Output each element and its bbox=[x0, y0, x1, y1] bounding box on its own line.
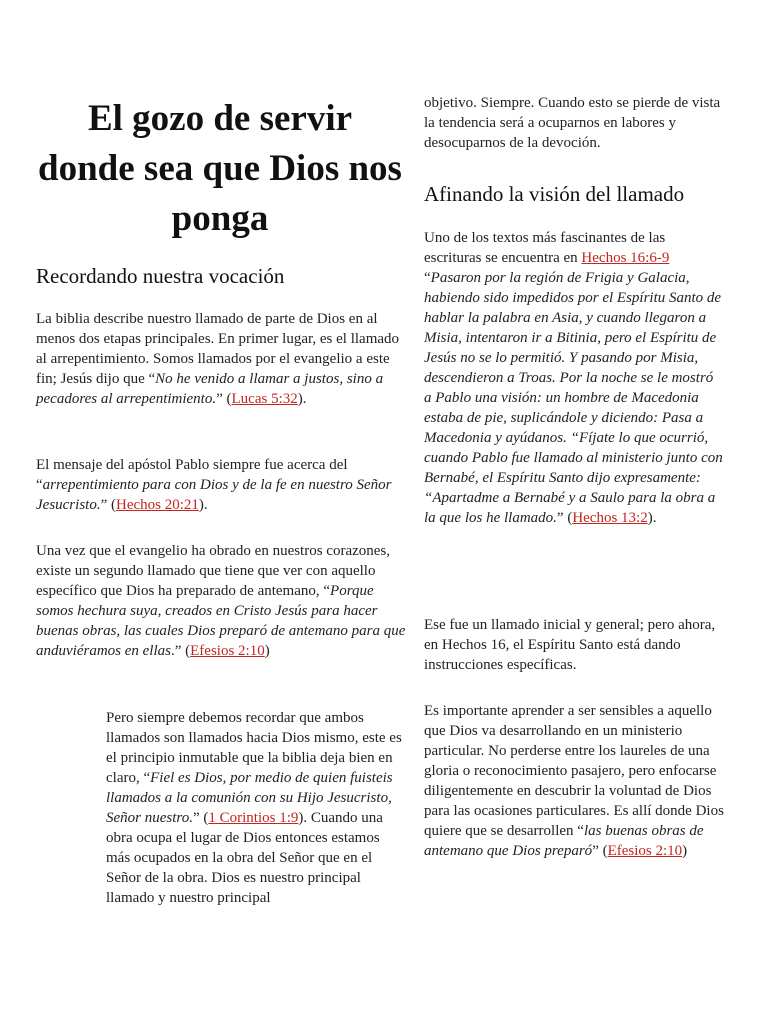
paragraph-text: ). bbox=[647, 510, 657, 526]
bible-reference-link[interactable]: Efesios 2:10 bbox=[190, 643, 265, 659]
paragraph-principle bbox=[106, 708, 406, 908]
paragraph-text: .” ( bbox=[170, 643, 191, 659]
bible-quote: Fiel es Dios, por medio de quien fuisteis llamados a la comunión con su Hijo Jesucristo, Señor nuestro. bbox=[106, 770, 393, 826]
bible-reference-link[interactable]: Lucas 5:32 bbox=[231, 391, 298, 407]
paragraph-text: ” ( bbox=[192, 810, 209, 826]
paragraph-text: “ bbox=[424, 270, 431, 286]
bible-quote: las buenas obras de antemano que Dios preparó bbox=[424, 823, 704, 859]
paragraph-text: Es importante aprender a ser sensibles a aquello que Dios va desarrollando en un ministerio particular. No perderse entre los laureles de una gloria o reconocimiento pasajero, pero enfocarse diligentemente en descubrir la voluntad de Dios para las ocasiones particulares. Es allí donde Dios quiere que se desarrollen “ bbox=[424, 703, 724, 839]
bible-quote: arrepentimiento para con Dios y de la fe en nuestro Señor Jesucristo. bbox=[36, 477, 392, 513]
paragraph-text: ). bbox=[198, 497, 208, 513]
section-heading-vision: Afinando la visión del llamado bbox=[424, 182, 685, 206]
bible-quote: Pasaron por la región de Frigia y Galacia, habiendo sido impedidos por el Espíritu Santo de hablar la palabra en Asia, y cuando llegaron a Misia, intentaron ir a Bitinia, pero el Espíritu de Jesús no se lo permitió. Y pasando por Misia, descendieron a Troas. Por la noche se le mostró a Pablo una visión: un hombre de Macedonia estaba de pie, suplicándole y diciendo: Pasa a Macedonia y ayúdanos. “Fíjate lo que ocurrió, cuando Pablo fue llamado al ministerio junto con Bernabé, el Espíritu Santo dijo expresamente: “Apartadme a Bernabé y a Saulo para la obra a la que los he llamado. bbox=[424, 270, 723, 526]
paragraph-text: La biblia describe nuestro llamado de parte de Dios en al menos dos etapas principales. En primer lugar, es el llamado al arrepentimiento. Somos llamados por el evangelio a este fin; Jesús dijo que “ bbox=[36, 311, 400, 387]
paragraph-text: ” ( bbox=[556, 510, 573, 526]
paragraph-text: Pero siempre debemos recordar que ambos llamados son llamados hacia Dios mismo, este es el principio inmutable que la biblia deja bien en claro, “ bbox=[106, 710, 402, 786]
bible-quote: No he venido a llamar a justos, sino a pecadores al arrepentimiento. bbox=[36, 371, 384, 407]
paragraph-text: Una vez que el evangelio ha obrado en nuestros corazones, existe un segundo llamado que tiene que ver con aquello específico que Dios ha preparado de antemano, “ bbox=[36, 543, 391, 599]
bible-quote: Porque somos hechura suya, creados en Cristo Jesús para hacer buenas obras, las cuales Dios preparó de antemano para que anduviéramos en ellas bbox=[36, 583, 406, 659]
paragraph-text: El mensaje del apóstol Pablo siempre fue acerca del “ bbox=[36, 457, 348, 493]
paragraph-text: ” ( bbox=[100, 497, 116, 513]
paragraph-message bbox=[36, 455, 406, 515]
section-heading-vocation: Recordando nuestra vocación bbox=[36, 264, 285, 288]
paragraph-calling bbox=[36, 309, 406, 409]
paragraph-text: ) bbox=[264, 643, 270, 659]
paragraph-text: ). Cuando una obra ocupa el lugar de Dios entonces estamos más ocupados en la obra del Señor que en el Señor de la obra. Dios es nuestro principal llamado y nuestro principal bbox=[106, 810, 383, 906]
paragraph-text: Uno de los textos más fascinantes de las escrituras se encuentra en bbox=[424, 230, 666, 266]
paragraph-sensitivity bbox=[424, 701, 724, 861]
bible-reference-link[interactable]: Efesios 2:10 bbox=[607, 843, 683, 859]
bible-reference-link[interactable]: Hechos 13:2 bbox=[572, 510, 648, 526]
page-title: El gozo de servir donde sea que Dios nos ponga bbox=[38, 98, 402, 239]
bible-reference-link[interactable]: Hechos 20:21 bbox=[115, 497, 199, 513]
paragraph-text: ” ( bbox=[592, 843, 608, 859]
paragraph-second-call bbox=[36, 541, 406, 661]
paragraph-text: ” ( bbox=[216, 391, 232, 407]
bible-reference-link[interactable]: Hechos 16:6-9 bbox=[581, 250, 670, 266]
paragraph-initial-call: Ese fue un llamado inicial y general; pero ahora, en Hechos 16, el Espíritu Santo está dando instrucciones específicas. bbox=[424, 617, 716, 673]
bible-reference-link[interactable]: 1 Corintios 1:9 bbox=[208, 810, 299, 826]
paragraph-text: ). bbox=[297, 391, 307, 407]
paragraph-text: ) bbox=[682, 843, 688, 859]
paragraph-continuation: objetivo. Siempre. Cuando esto se pierde de vista la tendencia será a ocuparnos en labores y desocuparnos de la devoción. bbox=[424, 95, 721, 151]
paragraph-acts bbox=[424, 228, 724, 528]
